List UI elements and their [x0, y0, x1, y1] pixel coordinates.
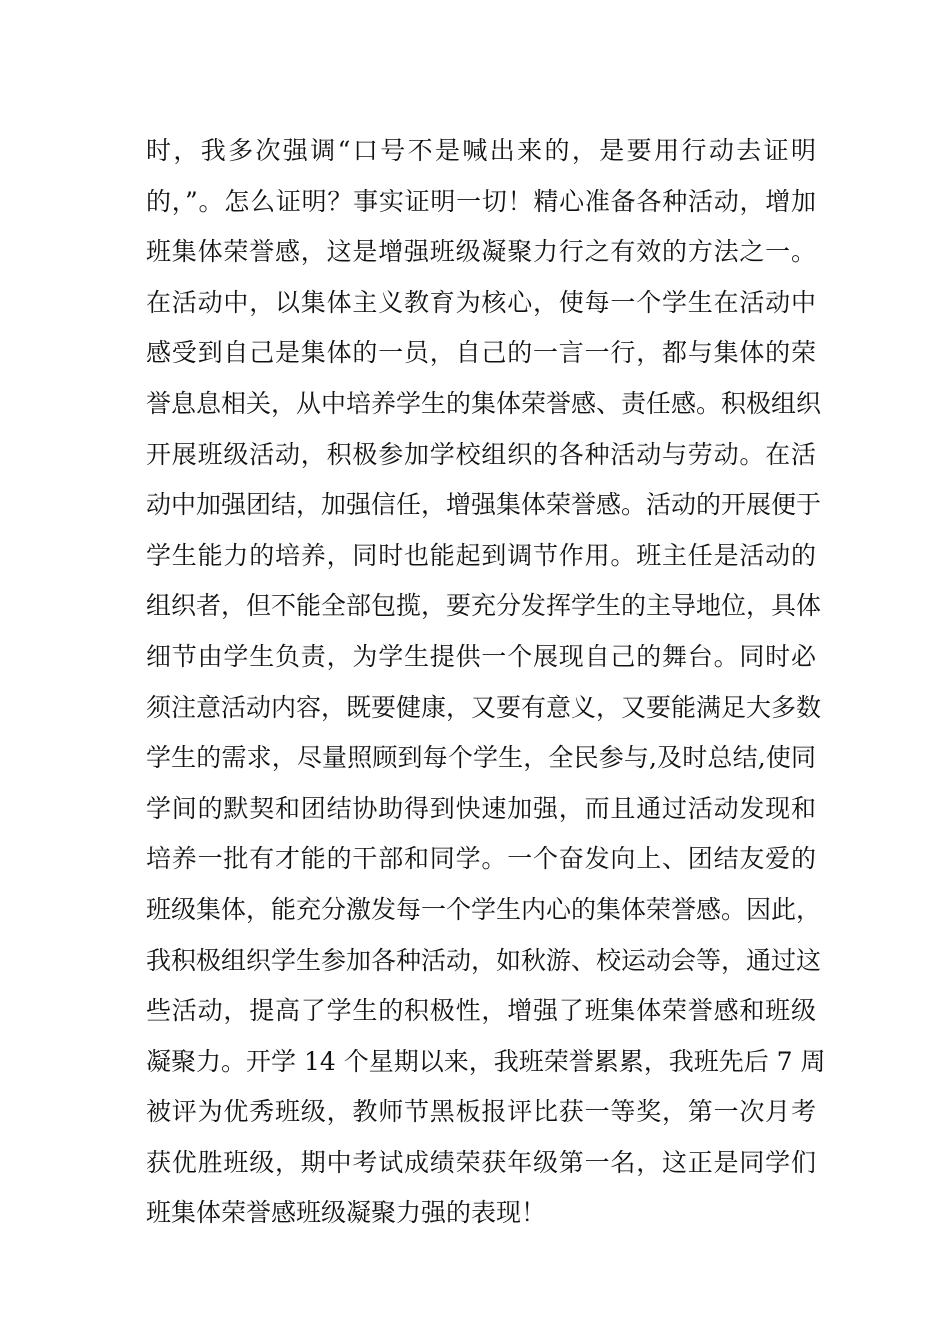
text-line: 细节由学生负责，为学生提供一个展现自己的舞台。同时必 — [146, 641, 816, 671]
text-line: 学间的默契和团结协助得到快速加强，而且通过活动发现和 — [146, 793, 816, 823]
text-line: 动中加强团结，加强信任，增强集体荣誉感。活动的开展便于 — [146, 490, 822, 520]
text-line: 组织者，但不能全部包揽，要充分发挥学生的主导地位，具体 — [146, 591, 822, 621]
text-line: 誉息息相关，从中培养学生的集体荣誉感、责任感。积极组织 — [146, 388, 822, 418]
text-line: 我积极组织学生参加各种活动，如秋游、校运动会等，通过这 — [146, 945, 822, 975]
text-line: 被评为优秀班级，教师节黑板报评比获一等奖，第一次月考 — [146, 1097, 816, 1127]
text-line: 的，”。怎么证明？事实证明一切！精心准备各种活动，增加 — [146, 186, 816, 216]
text-line: 在活动中，以集体主义教育为核心，使每一个学生在活动中 — [146, 287, 816, 317]
text-line: 班集体荣誉感，这是增强班级凝聚力行之有效的方法之一。 — [146, 237, 816, 267]
text-line: 学生的需求，尽量照顾到每个学生，全民参与,及时总结,使同 — [146, 743, 816, 773]
text-line: 学生能力的培养，同时也能起到调节作用。班主任是活动的 — [146, 540, 816, 570]
text-line: 凝聚力。开学 14 个星期以来，我班荣誉累累，我班先后 7 周 — [146, 1046, 826, 1076]
text-line: 开展班级活动，积极参加学校组织的各种活动与劳动。在活 — [146, 439, 816, 469]
text-line: 时，我多次强调“口号不是喊出来的，是要用行动去证明 — [146, 136, 816, 165]
text-line: 须注意活动内容，既要健康，又要有意义，又要能满足大多数 — [146, 692, 822, 722]
body-paragraph — [146, 126, 826, 1239]
text-line: 些活动，提高了学生的积极性，增强了班集体荣誉感和班级 — [146, 996, 816, 1026]
text-line: 班级集体，能充分激发每一个学生内心的集体荣誉感。因此， — [146, 894, 822, 924]
text-line: 感受到自己是集体的一员，自己的一言一行，都与集体的荣 — [146, 338, 816, 368]
text-line: 培养一批有才能的干部和同学。一个奋发向上、团结友爱的 — [146, 844, 816, 874]
text-line: 班集体荣誉感班级凝聚力强的表现！ — [146, 1198, 547, 1228]
text-line: 获优胜班级，期中考试成绩荣获年级第一名，这正是同学们 — [146, 1147, 816, 1177]
